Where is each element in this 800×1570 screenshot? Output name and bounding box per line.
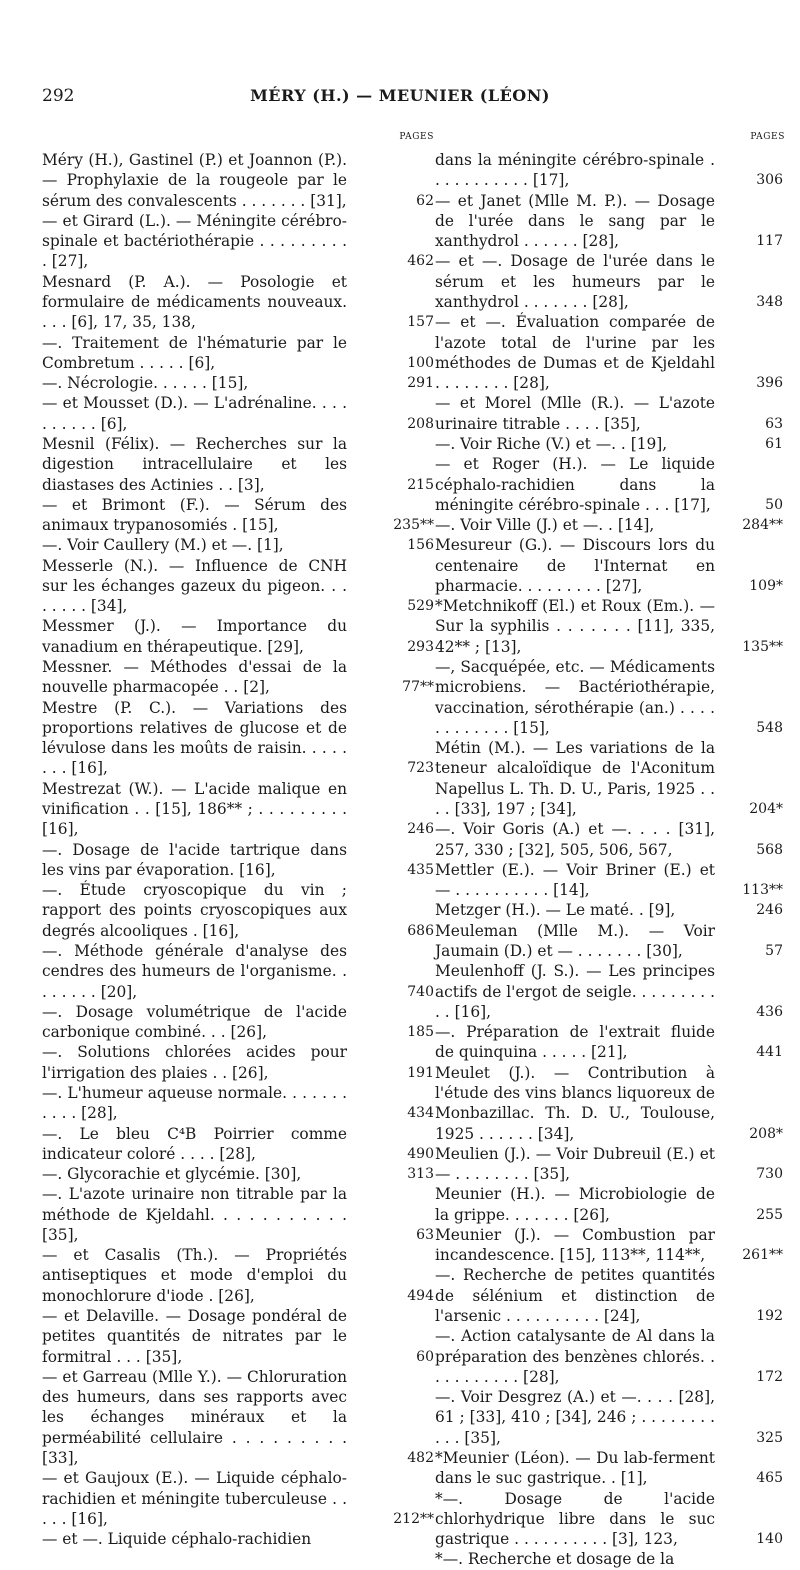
entry-page: 235**	[393, 517, 434, 534]
index-entry	[42, 211, 434, 272]
index-entry	[435, 1225, 785, 1266]
entry-page: 284**	[742, 517, 783, 534]
index-entry	[42, 272, 434, 333]
entry-page: 100	[407, 354, 434, 371]
entry-page: 50	[765, 496, 783, 513]
entry-text: —. Voir Riche (V.) et —. . [19],	[435, 434, 668, 453]
entry-text: Mestrezat (W.). — L'acide malique en vinification . . [15], 186** ; . . . . . . . . . [16],	[42, 779, 347, 839]
entry-page: 246	[756, 902, 783, 919]
index-entry	[42, 434, 434, 495]
entry-text: *—. Recherche et dosage de la	[435, 1550, 675, 1569]
entry-text: —. Voir Goris (A.) et —. . . . [31], 257, 330 ; [32], 505, 506, 567,	[435, 820, 715, 859]
index-entry	[435, 454, 785, 515]
index-entry	[435, 312, 785, 393]
index-entry	[435, 434, 785, 454]
entry-text: —. Le bleu C⁴B Poirrier comme indicateur coloré . . . . [28],	[42, 1124, 347, 1163]
entry-text: Metzger (H.). — Le maté. . [9],	[435, 901, 676, 920]
entry-text: —. Solutions chlorées acides pour l'irrigation des plaies . . [26],	[42, 1043, 347, 1082]
entry-text: —. Nécrologie. . . . . . [15],	[42, 374, 249, 393]
right-pages-heading	[435, 132, 785, 150]
entry-page: 117	[756, 233, 783, 250]
index-entry	[42, 1529, 434, 1549]
index-entry	[435, 1063, 785, 1144]
entry-text: Meunier (J.). — Combustion par incandescence. [15], 113**, 114**,	[435, 1225, 715, 1265]
entry-page: 57	[765, 942, 783, 959]
entry-page: 435	[407, 861, 434, 878]
entry-text: —. Préparation de l'extrait fluide de quinquina . . . . . [21],	[435, 1023, 715, 1062]
index-entry	[435, 819, 785, 860]
entry-page: 172	[756, 1368, 783, 1385]
index-entry	[42, 556, 434, 617]
index-entry	[435, 961, 785, 1022]
index-entry	[42, 1042, 434, 1083]
entry-text: — et —. Dosage de l'urée dans le sérum et les humeurs par le xanthydrol . . . . . . . [28],	[435, 252, 715, 311]
entry-text: —. Traitement de l'hématurie par le Combretum . . . . . [6],	[42, 333, 347, 372]
entry-text: Méry (H.), Gastinel (P.) et Joannon (P.). — Prophylaxie de la rougeole par le sérum des convalescents . . . . . . . [31],	[42, 151, 347, 210]
entry-text: *—. Dosage de l'acide chlorhydrique libre dans le suc gastrique . . . . . . . . . . [3], 123,	[435, 1489, 715, 1549]
index-entry	[435, 1265, 785, 1326]
index-entry	[42, 1306, 434, 1367]
index-entry	[435, 150, 785, 191]
entry-text: Mettler (E.). — Voir Briner (E.) et — . . . . . . . . . . [14],	[435, 860, 715, 900]
running-title: MÉRY (H.) — MEUNIER (LÉON)	[250, 86, 550, 105]
index-entry	[42, 698, 434, 779]
entry-page: 494	[407, 1287, 434, 1304]
entry-page: 192	[756, 1308, 783, 1325]
entry-text: —, Sacquépée, etc. — Médicaments microbiens. — Bactériothérapie, vaccination, sérothérapie (an.) . . . . . . . . . . . . [15],	[435, 658, 715, 737]
entry-page: 441	[756, 1044, 783, 1061]
entry-page: 77**	[402, 679, 434, 696]
entry-page: 63	[416, 1226, 434, 1243]
entry-text: Mesureur (G.). — Discours lors du centenaire de l'Internat en pharmacie. . . . . . . . . [27],	[435, 536, 715, 595]
page-header	[0, 86, 800, 110]
pages-label: PAGES	[750, 132, 785, 142]
entry-page: 396	[756, 375, 783, 392]
entry-text: Meunier (H.). — Microbiologie de la grippe. . . . . . . [26],	[435, 1185, 715, 1224]
entry-page: 730	[756, 1166, 783, 1183]
left-pages-heading	[42, 132, 434, 150]
entry-text: —. Dosage de l'acide tartrique dans les vins par évaporation. [16],	[42, 840, 347, 879]
entry-page: 436	[756, 1003, 783, 1020]
index-entry	[42, 1083, 434, 1124]
index-entry	[435, 1022, 785, 1063]
index-entry	[42, 393, 434, 434]
entry-page: 157	[407, 314, 434, 331]
entry-text: *Meunier (Léon). — Du lab-ferment dans le suc gastrique. . [1],	[435, 1449, 715, 1488]
entry-text: —. Étude cryoscopique du vin ; rapport des points cryoscopiques aux degrés alcooliques . [16],	[42, 881, 347, 940]
entry-text: —. Méthode générale d'analyse des cendres des humeurs de l'organisme. . . . . . . . [20],	[42, 941, 347, 1001]
entry-page: 434	[407, 1105, 434, 1122]
entry-page: 113**	[742, 882, 783, 899]
index-entry	[42, 1164, 434, 1184]
entry-page: 61	[765, 435, 783, 452]
entry-page: 140	[756, 1531, 783, 1548]
entry-page: 325	[756, 1429, 783, 1446]
index-entry	[435, 596, 785, 657]
entry-text: — et —. Liquide céphalo-rachidien	[42, 1530, 312, 1549]
index-entry	[42, 840, 434, 881]
index-entry	[435, 515, 785, 535]
index-entry	[435, 921, 785, 962]
entry-text: — et Garreau (Mlle Y.). — Chloruration des humeurs, dans ses rapports avec les échanges minéraux et la perméabilité cellulaire . . . . . . . . . [33],	[42, 1367, 347, 1467]
entry-text: *Metchnikoff (El.) et Roux (Em.). — Sur la syphilis . . . . . . . [11], 335, 42** ; [13],	[435, 597, 715, 656]
index-entry	[435, 1326, 785, 1387]
entry-text: —. Glycorachie et glycémie. [30],	[42, 1165, 302, 1184]
entry-page: 208	[407, 415, 434, 432]
entry-page: 306	[756, 172, 783, 189]
index-entry	[435, 860, 785, 901]
entry-text: —. Voir Ville (J.) et —. . [14],	[435, 516, 655, 535]
entry-page: 212**	[393, 1510, 434, 1527]
entry-text: — et —. Évaluation comparée de l'azote total de l'urine par les méthodes de Dumas et de Kjeldahl . . . . . . . . [28],	[435, 313, 715, 393]
entry-text: — et Roger (H.). — Le liquide céphalo-rachidien dans la méningite cérébro-spinale . . . [17],	[435, 455, 715, 514]
entry-text: — et Girard (L.). — Méningite cérébro-spinale et bactériothérapie . . . . . . . . . . [27],	[42, 211, 347, 271]
entry-text: Métin (M.). — Les variations de la teneur alcaloïdique de l'Aconitum Napellus L. Th. D. U., Paris, 1925 . . . . [33], 197 ; [34],	[435, 739, 715, 818]
entry-text: Meuleman (Mlle M.). — Voir Jaumain (D.) et — . . . . . . . [30],	[435, 921, 715, 960]
entry-text: — et Janet (Mlle M. P.). — Dosage de l'urée dans le sang par le xanthydrol . . . . . . [28],	[435, 191, 715, 251]
entry-text: — et Gaujoux (E.). — Liquide céphalo-rachidien et méningite tuberculeuse . . . . . [16],	[42, 1469, 347, 1528]
index-entry	[42, 495, 434, 536]
entry-page: 204*	[749, 801, 783, 817]
entry-page: 261**	[742, 1247, 783, 1264]
entry-text: —. L'humeur aqueuse normale. . . . . . . . . . . [28],	[42, 1083, 347, 1123]
entry-text: dans la méningite cérébro-spinale . . . . . . . . . . . [17],	[435, 151, 715, 190]
index-entry	[42, 880, 434, 941]
index-entry	[42, 779, 434, 840]
entry-page: 548	[756, 719, 783, 736]
entry-text: — et Brimont (F.). — Sérum des animaux trypanosomiés . [15],	[42, 495, 347, 535]
entry-page: 135**	[742, 638, 783, 655]
entry-text: Mestre (P. C.). — Variations des proportions relatives de glucose et de lévulose dans les moûts de raisin. . . . . . . . [16],	[42, 698, 347, 778]
entry-page: 348	[756, 293, 783, 310]
index-entry	[435, 738, 785, 819]
entry-page: 156	[407, 537, 434, 554]
index-entry	[42, 616, 434, 657]
entry-text: —. L'azote urinaire non titrable par la méthode de Kjeldahl. . . . . . . . . . . [35],	[42, 1185, 347, 1244]
entry-text: —. Action catalysante de Al dans la préparation des benzènes chlorés. . . . . . . . . . . [28],	[435, 1327, 715, 1386]
entry-page: 686	[407, 922, 434, 939]
index-entry	[42, 1367, 434, 1468]
entry-page: 62	[416, 192, 434, 209]
index-entry	[435, 1448, 785, 1489]
entry-page: 255	[756, 1206, 783, 1223]
entry-text: —. Voir Caullery (M.) et —. [1],	[42, 536, 284, 555]
entry-text: — et Mousset (D.). — L'adrénaline. . . . . . . . . . [6],	[42, 394, 347, 433]
entry-page: 246	[407, 821, 434, 838]
entry-page: 465	[756, 1470, 783, 1487]
left-column	[42, 132, 434, 1549]
entry-text: —. Recherche de petites quantités de sélénium et distinction de l'arsenic . . . . . . . . . . [24],	[435, 1266, 715, 1326]
entry-text: — et Casalis (Th.). — Propriétés antiseptiques et mode d'emploi du monochlorure d'iode . [26],	[42, 1246, 347, 1305]
entry-page: 215	[407, 476, 434, 493]
entry-page: 723	[407, 760, 434, 777]
index-entry	[435, 900, 785, 920]
index-entry	[435, 191, 785, 252]
entry-text: Messner. — Méthodes d'essai de la nouvelle pharmacopée . . [2],	[42, 658, 347, 697]
entry-text: Meulet (J.). — Contribution à l'étude des vins blancs liquoreux de Monbazillac. Th. D. U., Toulouse, 1925 . . . . . . [34],	[435, 1063, 715, 1143]
index-entry	[435, 1144, 785, 1185]
index-entry	[42, 1184, 434, 1245]
entry-page: 568	[756, 841, 783, 858]
page-number: 292	[42, 86, 75, 106]
entry-page: 482	[407, 1450, 434, 1466]
entry-text: Mesnil (Félix). — Recherches sur la digestion intracellulaire et les diastases des Actinies . . [3],	[42, 434, 347, 494]
index-entry	[42, 1468, 434, 1529]
entry-text: Mesnard (P. A.). — Posologie et formulaire de médicaments nouveaux. . . . [6], 17, 35, 138,	[42, 272, 347, 332]
entry-page: 490	[407, 1145, 434, 1162]
entry-page: 291	[407, 375, 434, 392]
index-entry	[42, 373, 434, 393]
entry-page: 185	[407, 1024, 434, 1041]
entry-text: Meulien (J.). — Voir Dubreuil (E.) et — . . . . . . . . [35],	[435, 1144, 715, 1184]
entry-text: — et Morel (Mlle (R.). — L'azote urinaire titrable . . . . [35],	[435, 394, 715, 433]
right-column	[435, 132, 785, 1570]
index-entry	[435, 1387, 785, 1448]
entry-text: —. Dosage volumétrique de l'acide carbonique combiné. . . [26],	[42, 1002, 347, 1042]
entry-text: Messerle (N.). — Influence de CNH sur les échanges gazeux du pigeon. . . . . . . . [34],	[42, 556, 347, 616]
entry-text: —. Voir Desgrez (A.) et —. . . . [28], 61 ; [33], 410 ; [34], 246 ; . . . . . . . . . . . [35],	[435, 1388, 715, 1447]
entry-text: Messmer (J.). — Importance du vanadium en thérapeutique. [29],	[42, 617, 347, 656]
entry-page: 191	[407, 1064, 434, 1081]
entry-page: 462	[407, 253, 434, 270]
entry-text: Meulenhoff (J. S.). — Les principes actifs de l'ergot de seigle. . . . . . . . . . . [16],	[435, 962, 715, 1021]
index-entry	[435, 1489, 785, 1550]
entry-page: 529	[407, 598, 434, 615]
entry-page: 60	[416, 1348, 434, 1365]
index-entry	[435, 1184, 785, 1225]
index-entry	[42, 1002, 434, 1043]
entry-page: 109*	[749, 577, 783, 594]
index-entry	[42, 657, 434, 698]
index-entry	[42, 941, 434, 1002]
entry-text: — et Delaville. — Dosage pondéral de petites quantités de nitrates par le formitral . . . [35],	[42, 1307, 347, 1366]
index-entry	[435, 393, 785, 434]
entry-page: 740	[407, 983, 434, 1000]
index-entry	[42, 1245, 434, 1306]
index-entry	[42, 1124, 434, 1165]
entry-page: 293	[407, 638, 434, 655]
index-entry	[42, 535, 434, 555]
index-entry	[42, 333, 434, 374]
index-entry	[42, 150, 434, 211]
index-entry	[435, 657, 785, 738]
index-entry	[435, 1549, 785, 1569]
entry-page: 63	[765, 415, 783, 432]
entry-page: 313	[407, 1166, 434, 1183]
index-entry	[435, 535, 785, 596]
index-entry	[435, 251, 785, 312]
entry-page: 208*	[749, 1125, 783, 1142]
pages-label: PAGES	[399, 132, 434, 142]
